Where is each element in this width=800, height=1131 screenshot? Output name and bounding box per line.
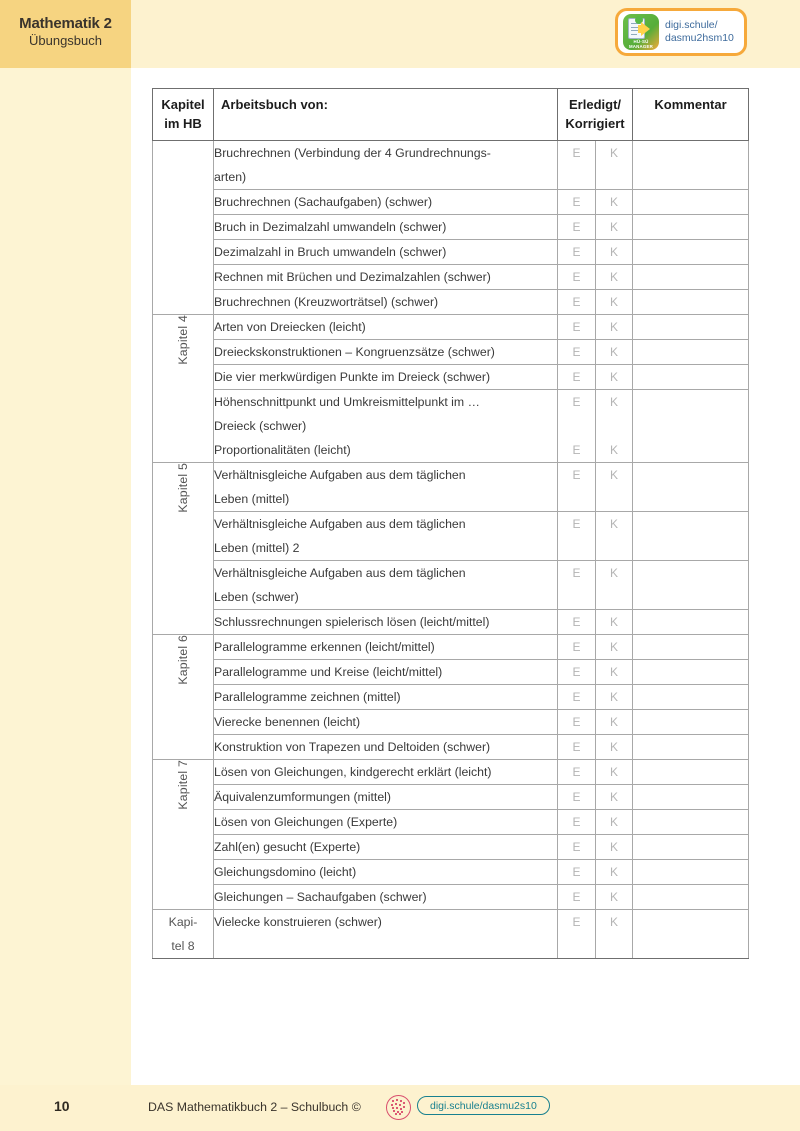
- corrected-mark-cell[interactable]: [596, 561, 633, 610]
- done-mark-cell[interactable]: [558, 561, 596, 610]
- table-row: [153, 635, 749, 660]
- done-mark: E: [572, 615, 581, 629]
- table-row: [153, 685, 749, 710]
- logo-dot: [393, 1110, 395, 1112]
- task-title-line: Bruchrechnen (Sachaufgaben) (schwer): [214, 195, 433, 209]
- column-header-done-line1: Erledigt/: [569, 97, 622, 112]
- chapter-label-cell: [153, 315, 214, 463]
- footer-link-pill[interactable]: digi.schule/dasmu2s10: [417, 1096, 550, 1115]
- comment-cell[interactable]: [633, 710, 749, 735]
- comment-cell[interactable]: [633, 660, 749, 685]
- logo-dot: [396, 1099, 398, 1101]
- task-title-cell: [214, 561, 558, 610]
- done-mark: E: [572, 468, 581, 482]
- chapter-label-cell: [153, 635, 214, 760]
- footer-credit-text: DAS Mathematikbuch 2 – Schulbuch ©: [148, 1100, 361, 1114]
- task-title-cell: [214, 315, 558, 340]
- done-mark-cell[interactable]: [558, 340, 596, 365]
- chapter-label: Kapitel 4: [176, 315, 190, 365]
- comment-cell[interactable]: [633, 512, 749, 561]
- logo-dot: [392, 1107, 394, 1109]
- corrected-mark: K: [610, 715, 619, 729]
- done-mark-cell[interactable]: [558, 860, 596, 885]
- task-title-cell: [214, 463, 558, 512]
- done-mark: E: [572, 146, 581, 160]
- task-title-line: Lösen von Gleichungen (Experte): [214, 815, 398, 829]
- corrected-mark: K: [610, 395, 619, 409]
- corrected-mark-cell[interactable]: [596, 340, 633, 365]
- done-mark: E: [572, 195, 581, 209]
- corrected-mark: K: [610, 640, 619, 654]
- table-body: [153, 141, 749, 959]
- done-mark: E: [572, 395, 581, 409]
- done-mark: E: [572, 320, 581, 334]
- task-title-line: Schlussrechnungen spielerisch lösen (leicht/mittel): [214, 615, 490, 629]
- comment-cell[interactable]: [633, 785, 749, 810]
- badge-link-line2: dasmu2hsm10: [665, 32, 734, 44]
- done-mark-cell[interactable]: [558, 141, 596, 190]
- table-row: [153, 610, 749, 635]
- done-mark: E: [572, 370, 581, 384]
- task-title-cell: [214, 190, 558, 215]
- corrected-mark: K: [610, 566, 619, 580]
- corrected-mark-cell[interactable]: [596, 365, 633, 390]
- task-title-line: Leben (mittel): [214, 492, 290, 506]
- hue-sue-manager-icon-label: HÜ-SÜ MANAGER: [628, 39, 654, 49]
- task-title-cell: [214, 785, 558, 810]
- done-mark: E: [572, 517, 581, 531]
- task-title-cell: [214, 710, 558, 735]
- chapter-label: Kapitel 6: [176, 635, 190, 685]
- done-mark: E: [572, 840, 581, 854]
- table-row: [153, 215, 749, 240]
- task-title-line: Parallelogramme und Kreise (leicht/mittel): [214, 665, 443, 679]
- corrected-mark: K: [610, 270, 619, 284]
- done-mark: E: [572, 890, 581, 904]
- corrected-mark-cell[interactable]: [596, 315, 633, 340]
- task-title-cell: [214, 290, 558, 315]
- chapter-label-cell: [153, 463, 214, 635]
- corrected-mark: K: [610, 370, 619, 384]
- table-row: [153, 910, 749, 959]
- logo-dot: [392, 1100, 394, 1102]
- corrected-mark-cell[interactable]: [596, 512, 633, 561]
- table-row: [153, 860, 749, 885]
- task-title-cell: [214, 685, 558, 710]
- task-title-cell: [214, 141, 558, 190]
- done-mark: E: [572, 640, 581, 654]
- comment-cell[interactable]: [633, 635, 749, 660]
- table-row: [153, 810, 749, 835]
- corrected-mark-cell[interactable]: [596, 190, 633, 215]
- done-mark-cell[interactable]: [558, 315, 596, 340]
- chapter-label: Kapi-: [168, 915, 198, 929]
- done-mark-cell[interactable]: [558, 365, 596, 390]
- chapter-label-cell: [153, 760, 214, 910]
- table-row: [153, 835, 749, 860]
- task-title-line: Gleichungen – Sachaufgaben (schwer): [214, 890, 427, 904]
- done-mark: E: [572, 865, 581, 879]
- corrected-mark: K: [610, 245, 619, 259]
- table-row: [153, 141, 749, 190]
- logo-dot: [395, 1113, 397, 1115]
- corrected-mark: K: [610, 890, 619, 904]
- logo-dot: [395, 1103, 397, 1105]
- task-title-cell: [214, 265, 558, 290]
- done-mark-cell[interactable]: [558, 885, 596, 910]
- corrected-mark: K: [610, 320, 619, 334]
- table-header: [153, 89, 749, 141]
- corrected-mark-spacer: [596, 414, 632, 438]
- done-mark: E: [572, 715, 581, 729]
- badge-link-line1: digi.schule/: [665, 19, 718, 31]
- comment-cell[interactable]: [633, 910, 749, 959]
- done-mark-cell[interactable]: [558, 735, 596, 760]
- done-mark-cell[interactable]: [558, 265, 596, 290]
- corrected-mark-cell[interactable]: [596, 735, 633, 760]
- task-title-cell: [214, 660, 558, 685]
- logo-dot: [403, 1106, 405, 1108]
- corrected-mark-cell[interactable]: [596, 635, 633, 660]
- comment-cell[interactable]: [633, 315, 749, 340]
- task-title-cell: [214, 885, 558, 910]
- done-mark: E: [572, 295, 581, 309]
- chapter-label-cell: [153, 910, 214, 959]
- table-row: [153, 340, 749, 365]
- logo-dot: [399, 1104, 401, 1106]
- corrected-mark: K: [610, 295, 619, 309]
- page-number: 10: [54, 1098, 70, 1114]
- task-title-line: Rechnen mit Brüchen und Dezimalzahlen (schwer): [214, 270, 491, 284]
- task-title-line: Dreieckskonstruktionen – Kongruenzsätze (schwer): [214, 345, 495, 359]
- done-mark: E: [572, 790, 581, 804]
- comment-cell[interactable]: [633, 810, 749, 835]
- task-title-cell: [214, 390, 558, 463]
- column-header-chapter-line1: Kapitel: [161, 97, 205, 112]
- done-mark: E: [572, 665, 581, 679]
- column-header-task: Arbeitsbuch von:: [214, 89, 558, 141]
- column-header-done-line2: Korrigiert: [565, 116, 625, 131]
- table-row: [153, 190, 749, 215]
- publisher-logo-icon: [386, 1095, 411, 1120]
- corrected-mark: K: [610, 220, 619, 234]
- corrected-mark: K: [610, 195, 619, 209]
- table-row: [153, 885, 749, 910]
- done-mark-cell[interactable]: [558, 240, 596, 265]
- done-mark-cell[interactable]: [558, 785, 596, 810]
- task-title-line: Lösen von Gleichungen, kindgerecht erklärt (leicht): [214, 765, 492, 779]
- task-title-line: Vielecke konstruieren (schwer): [214, 915, 382, 929]
- done-mark-cell[interactable]: [558, 190, 596, 215]
- table-row: [153, 735, 749, 760]
- table-row: [153, 463, 749, 512]
- task-title-cell: [214, 735, 558, 760]
- corrected-mark: K: [610, 765, 619, 779]
- book-title: Mathematik 2: [19, 15, 112, 32]
- corrected-mark-cell[interactable]: [596, 710, 633, 735]
- task-title-line: Parallelogramme erkennen (leicht/mittel): [214, 640, 435, 654]
- corrected-mark-cell[interactable]: [596, 141, 633, 190]
- task-title-line: Zahl(en) gesucht (Experte): [214, 840, 361, 854]
- comment-cell[interactable]: [633, 290, 749, 315]
- task-title-cell: [214, 760, 558, 785]
- corrected-mark: K: [610, 790, 619, 804]
- done-mark: E: [572, 443, 581, 457]
- table-row: [153, 512, 749, 561]
- comment-cell[interactable]: [633, 390, 749, 463]
- corrected-mark-cell[interactable]: [596, 810, 633, 835]
- task-title-cell: [214, 860, 558, 885]
- task-title-line: Vierecke benennen (leicht): [214, 715, 361, 729]
- logo-dot: [400, 1108, 402, 1110]
- done-mark-cell[interactable]: [558, 910, 596, 959]
- corrected-mark-cell[interactable]: [596, 215, 633, 240]
- chapter-label: Kapitel 5: [176, 463, 190, 513]
- done-mark-spacer: [558, 414, 595, 438]
- hue-sue-manager-badge[interactable]: [615, 8, 747, 56]
- done-mark-cell[interactable]: [558, 290, 596, 315]
- book-subtitle: Übungsbuch: [29, 33, 102, 48]
- table-row: [153, 710, 749, 735]
- comment-cell[interactable]: [633, 365, 749, 390]
- task-title-line: [214, 934, 557, 958]
- comment-cell[interactable]: [633, 265, 749, 290]
- book-title-tab: [0, 0, 131, 68]
- corrected-mark: K: [610, 865, 619, 879]
- corrected-mark-cell[interactable]: [596, 685, 633, 710]
- done-mark-cell[interactable]: [558, 710, 596, 735]
- comment-cell[interactable]: [633, 463, 749, 512]
- corrected-mark: K: [610, 665, 619, 679]
- done-mark-cell[interactable]: [558, 463, 596, 512]
- task-title-cell: [214, 512, 558, 561]
- table-row: [153, 315, 749, 340]
- corrected-mark: K: [610, 443, 619, 457]
- done-mark-cell[interactable]: [558, 810, 596, 835]
- comment-cell[interactable]: [633, 215, 749, 240]
- done-mark-cell[interactable]: [558, 390, 596, 463]
- task-title-line: Leben (mittel) 2: [214, 541, 300, 555]
- table-row: [153, 561, 749, 610]
- task-title-line: arten): [214, 170, 247, 184]
- comment-cell[interactable]: [633, 190, 749, 215]
- column-header-done-corrected: [558, 89, 633, 141]
- done-mark-cell[interactable]: [558, 610, 596, 635]
- logo-dot: [400, 1100, 402, 1102]
- table-row: [153, 785, 749, 810]
- task-title-cell: [214, 240, 558, 265]
- corrected-mark: K: [610, 345, 619, 359]
- comment-cell[interactable]: [633, 141, 749, 190]
- done-mark-cell[interactable]: [558, 760, 596, 785]
- header-band: [0, 0, 800, 68]
- corrected-mark-cell[interactable]: [596, 265, 633, 290]
- task-title-line: Arten von Dreiecken (leicht): [214, 320, 366, 334]
- comment-cell[interactable]: [633, 885, 749, 910]
- badge-link-text: [665, 19, 734, 45]
- corrected-mark-cell[interactable]: [596, 885, 633, 910]
- corrected-mark: K: [610, 615, 619, 629]
- done-mark-cell[interactable]: [558, 835, 596, 860]
- done-mark: E: [572, 765, 581, 779]
- task-title-line: Bruch in Dezimalzahl umwandeln (schwer): [214, 220, 447, 234]
- comment-cell[interactable]: [633, 240, 749, 265]
- comment-cell[interactable]: [633, 760, 749, 785]
- table-row: [153, 365, 749, 390]
- done-mark: E: [572, 245, 581, 259]
- corrected-mark-cell[interactable]: [596, 660, 633, 685]
- table-row: [153, 290, 749, 315]
- task-title-line: Dezimalzahl in Bruch umwandeln (schwer): [214, 245, 447, 259]
- corrected-mark-cell[interactable]: [596, 785, 633, 810]
- task-title-line: Gleichungsdomino (leicht): [214, 865, 357, 879]
- comment-cell[interactable]: [633, 340, 749, 365]
- logo-dot: [403, 1102, 405, 1104]
- task-title-line: Äquivalenzumformungen (mittel): [214, 790, 392, 804]
- chapter-label: tel 8: [171, 939, 195, 953]
- task-title-cell: [214, 365, 558, 390]
- table-row: [153, 240, 749, 265]
- worksheet-table: [152, 88, 749, 959]
- task-title-line: Bruchrechnen (Verbindung der 4 Grundrechnungs-: [214, 146, 491, 160]
- logo-dot: [396, 1107, 398, 1109]
- hue-sue-manager-icon: [623, 14, 659, 50]
- column-header-chapter-line2: im HB: [164, 116, 202, 131]
- corrected-mark-cell[interactable]: [596, 910, 633, 959]
- table-header-row: [153, 89, 749, 141]
- corrected-mark: K: [610, 815, 619, 829]
- comment-cell[interactable]: [633, 735, 749, 760]
- task-title-cell: [214, 835, 558, 860]
- table-row: [153, 760, 749, 785]
- chapter-label-cell-empty: [153, 141, 214, 315]
- task-title-cell: [214, 215, 558, 240]
- table-row: [153, 265, 749, 290]
- corrected-mark: K: [610, 468, 619, 482]
- done-mark: E: [572, 690, 581, 704]
- task-title-line: Verhältnisgleiche Aufgaben aus dem täglichen: [214, 517, 466, 531]
- done-mark-cell[interactable]: [558, 512, 596, 561]
- arrow-right-icon: [641, 22, 650, 36]
- table-row: [153, 660, 749, 685]
- corrected-mark: K: [610, 517, 619, 531]
- done-mark: E: [572, 566, 581, 580]
- task-title-cell: [214, 810, 558, 835]
- corrected-mark-cell[interactable]: [596, 290, 633, 315]
- task-title-line: Höhenschnittpunkt und Umkreismittelpunkt im …: [214, 395, 480, 409]
- task-title-line: Die vier merkwürdigen Punkte im Dreieck (schwer): [214, 370, 491, 384]
- task-title-line: Verhältnisgleiche Aufgaben aus dem täglichen: [214, 468, 466, 482]
- task-title-line: Verhältnisgleiche Aufgaben aus dem täglichen: [214, 566, 466, 580]
- corrected-mark-cell[interactable]: [596, 760, 633, 785]
- table-row: [153, 390, 749, 463]
- done-mark: E: [572, 345, 581, 359]
- column-header-comment: Kommentar: [633, 89, 749, 141]
- task-title-line: Parallelogramme zeichnen (mittel): [214, 690, 401, 704]
- logo-dot: [401, 1111, 403, 1113]
- corrected-mark: K: [610, 690, 619, 704]
- task-title-line: Proportionalitäten (leicht): [214, 443, 351, 457]
- done-mark-cell[interactable]: [558, 635, 596, 660]
- comment-cell[interactable]: [633, 835, 749, 860]
- done-mark-cell[interactable]: [558, 685, 596, 710]
- task-title-cell: [214, 340, 558, 365]
- done-mark: E: [572, 220, 581, 234]
- task-title-cell: [214, 610, 558, 635]
- corrected-mark-cell[interactable]: [596, 860, 633, 885]
- logo-dot: [391, 1104, 393, 1106]
- task-title-cell: [214, 910, 558, 959]
- task-title-line: Dreieck (schwer): [214, 419, 307, 433]
- done-mark-cell[interactable]: [558, 660, 596, 685]
- done-mark-cell[interactable]: [558, 215, 596, 240]
- corrected-mark: K: [610, 740, 619, 754]
- corrected-mark: K: [610, 840, 619, 854]
- done-mark: E: [572, 815, 581, 829]
- column-header-chapter: [153, 89, 214, 141]
- task-title-line: Konstruktion von Trapezen und Deltoiden (schwer): [214, 740, 491, 754]
- comment-cell[interactable]: [633, 610, 749, 635]
- corrected-mark-cell[interactable]: [596, 610, 633, 635]
- task-title-cell: [214, 635, 558, 660]
- task-title-line: Bruchrechnen (Kreuzworträtsel) (schwer): [214, 295, 439, 309]
- done-mark: E: [572, 740, 581, 754]
- corrected-mark: K: [610, 915, 619, 929]
- corrected-mark-cell[interactable]: [596, 390, 633, 463]
- done-mark: E: [572, 915, 581, 929]
- corrected-mark-cell[interactable]: [596, 835, 633, 860]
- done-mark: E: [572, 270, 581, 284]
- corrected-mark-cell[interactable]: [596, 463, 633, 512]
- logo-dot: [399, 1113, 401, 1115]
- comment-cell[interactable]: [633, 685, 749, 710]
- chapter-label: Kapitel 7: [176, 760, 190, 810]
- comment-cell[interactable]: [633, 860, 749, 885]
- corrected-mark-cell[interactable]: [596, 240, 633, 265]
- task-title-line: Leben (schwer): [214, 590, 299, 604]
- corrected-mark: K: [610, 146, 619, 160]
- comment-cell[interactable]: [633, 561, 749, 610]
